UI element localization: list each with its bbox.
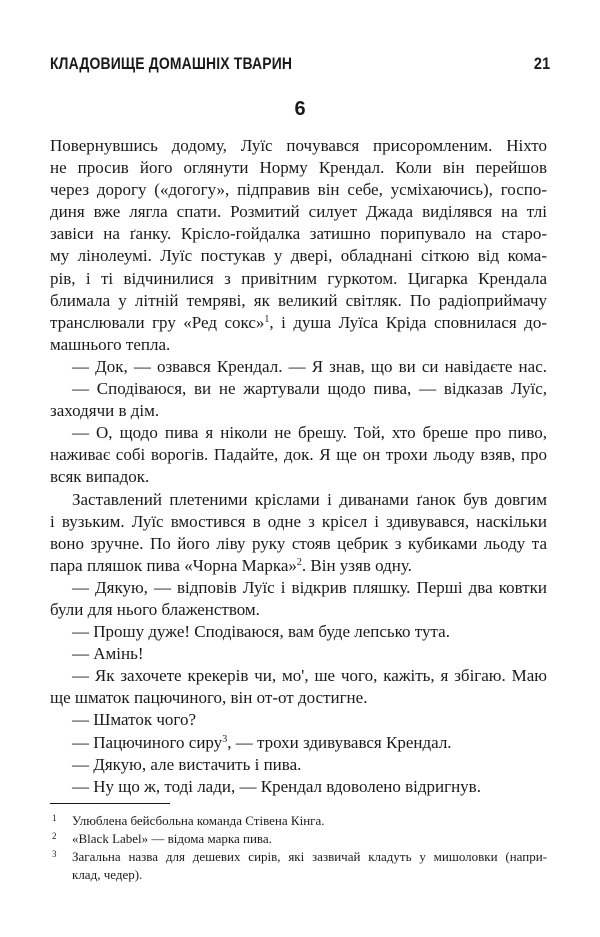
footnote-number: 2: [52, 831, 57, 841]
text-line-content: воно зручне. По його ліву руку стояв цебрик з кубиками льоду та: [50, 533, 547, 553]
text-line: [50, 444, 547, 466]
text-line-content: через дорогу («догогу», підправив він себе, усміхаючись), госпо-: [50, 180, 547, 200]
footnote-text: клад, чедер).: [72, 867, 143, 882]
text-line: [50, 643, 547, 665]
text-line: [50, 245, 547, 267]
text-line-content: — Амінь!: [72, 644, 144, 664]
footnote-text: Улюблена бейсбольна команда Стівена Кінга.: [72, 813, 325, 828]
text-line-content: — О, щодо пива я ніколи не брешу. Той, хто бреше про пиво,: [72, 423, 547, 443]
text-line-content: були для нього блаженством.: [50, 599, 260, 619]
text-line: [50, 776, 547, 798]
chapter-number: 6: [294, 98, 306, 120]
running-header: [50, 54, 550, 80]
text-line-content: . Він узяв одну.: [301, 555, 412, 575]
text-line: [50, 179, 547, 201]
text-line: [50, 489, 547, 511]
text-line: [50, 378, 547, 400]
text-line: [50, 533, 547, 555]
text-line: [50, 400, 547, 422]
text-line-content: — Сподіваюся, ви не жартували щодо пива, — відказав Луїс,: [72, 379, 547, 399]
book-title: КЛАДОВИЩЕ ДОМАШНІХ ТВАРИН: [50, 54, 293, 73]
footnote-number: 1: [52, 813, 57, 823]
body-text: [50, 135, 547, 798]
text-line: [50, 709, 547, 731]
footnote-text: «Black Label» — відома марка пива.: [72, 831, 272, 846]
text-line-content: наживає собі ворогів. Падайте, док. Я ще он трохи льоду взяв, про: [50, 445, 547, 465]
text-line-content: — Ну що ж, тоді лади, — Крендал вдоволено відригнув.: [72, 776, 481, 796]
text-line-content: — Дякую, — відповів Луїс і відкрив пляшку. Перші два ковтки: [72, 577, 547, 597]
text-line-content: Повернувшись додому, Луїс почувався присоромленим. Ніхто: [50, 136, 547, 155]
text-line: [50, 732, 547, 754]
text-line-content: , — трохи здивувався Крендал.: [227, 732, 452, 752]
text-line: [50, 334, 547, 356]
text-line: [50, 511, 547, 533]
text-line-content: завіси на ґанку. Крісло-гойдалка затишно порипувало на старо-: [50, 224, 547, 244]
footnote-number: 3: [52, 849, 57, 859]
text-line-content: — Прошу дуже! Сподіваюся, вам буде лепсько тута.: [72, 622, 450, 642]
text-line-content: — Док, — озвався Крендал. — Я знав, що ви си навідаєте нас.: [72, 356, 547, 376]
text-line-content: — Як захочете крекерів чи, мо', ше чого, кажіть, я збігаю. Маю: [72, 666, 547, 686]
footnote: [50, 812, 547, 830]
text-line-content: , і душа Луїса Кріда сповнилася до-: [269, 312, 547, 332]
text-line-content: му лінолеумі. Луїс постукав у двері, обладнані сіткою від кома-: [50, 246, 547, 266]
text-line-content: всяк випадок.: [50, 467, 150, 487]
text-line: [50, 223, 547, 245]
footnote-ref: 1: [264, 313, 270, 325]
text-line: [50, 290, 547, 312]
text-line: [50, 356, 547, 378]
text-line: [50, 665, 547, 687]
text-line: [50, 754, 547, 776]
footnote-ref: 2: [296, 556, 302, 568]
text-line: [50, 621, 547, 643]
text-line: [50, 157, 547, 179]
text-line: [50, 312, 547, 334]
footnote-divider: [50, 803, 170, 804]
footnote-ref: 3: [222, 733, 228, 745]
page-number: 21: [533, 54, 550, 73]
text-line-content: блимала у літній темряві, як великий світляк. По радіоприймачу: [50, 290, 547, 310]
text-line: [50, 577, 547, 599]
footnotes: [50, 812, 547, 884]
text-line-content: не просив його оглянути Норму Крендал. Коли він перейшов: [50, 158, 547, 178]
text-line-content: — Шматок чого?: [72, 710, 197, 730]
text-line-content: заходячи в дім.: [50, 401, 160, 421]
text-line: [50, 201, 547, 223]
text-line-content: — Пацючиного сиру: [72, 732, 223, 752]
text-line: [50, 599, 547, 621]
text-line: [50, 422, 547, 444]
footnote: [50, 848, 547, 884]
footnote: [50, 830, 547, 848]
text-line-content: — Дякую, але вистачить і пива.: [72, 754, 302, 774]
text-line-content: диня вже лягла спати. Розмитий силует Джада виділявся на тлі: [50, 202, 547, 222]
text-line-content: ще шматок пацючиного, він от-от достигне.: [50, 688, 368, 708]
text-line: [50, 687, 547, 709]
text-line-content: Заставлений плетеними кріслами і диванами ґанок був довгим: [72, 489, 547, 509]
text-line: [50, 555, 547, 577]
text-line: [50, 268, 547, 290]
text-line-content: машнього тепла.: [50, 334, 171, 354]
text-line-content: рів, і ті відчинилися з привітним гуркотом. Цигарка Крендала: [50, 268, 547, 288]
text-line: [50, 466, 547, 488]
text-line-content: транслювали гру «Ред сокс»: [50, 312, 265, 332]
text-line-content: і вузьким. Луїс вмостився в одне з крісел і здивувався, наскільки: [50, 511, 547, 531]
text-line: [50, 135, 547, 157]
footnote-text: Загальна назва для дешевих сирів, які зазвичай кладуть у мишоловки (напри-: [72, 849, 547, 864]
text-line-content: пара пляшок пива «Чорна Марка»: [50, 555, 297, 575]
